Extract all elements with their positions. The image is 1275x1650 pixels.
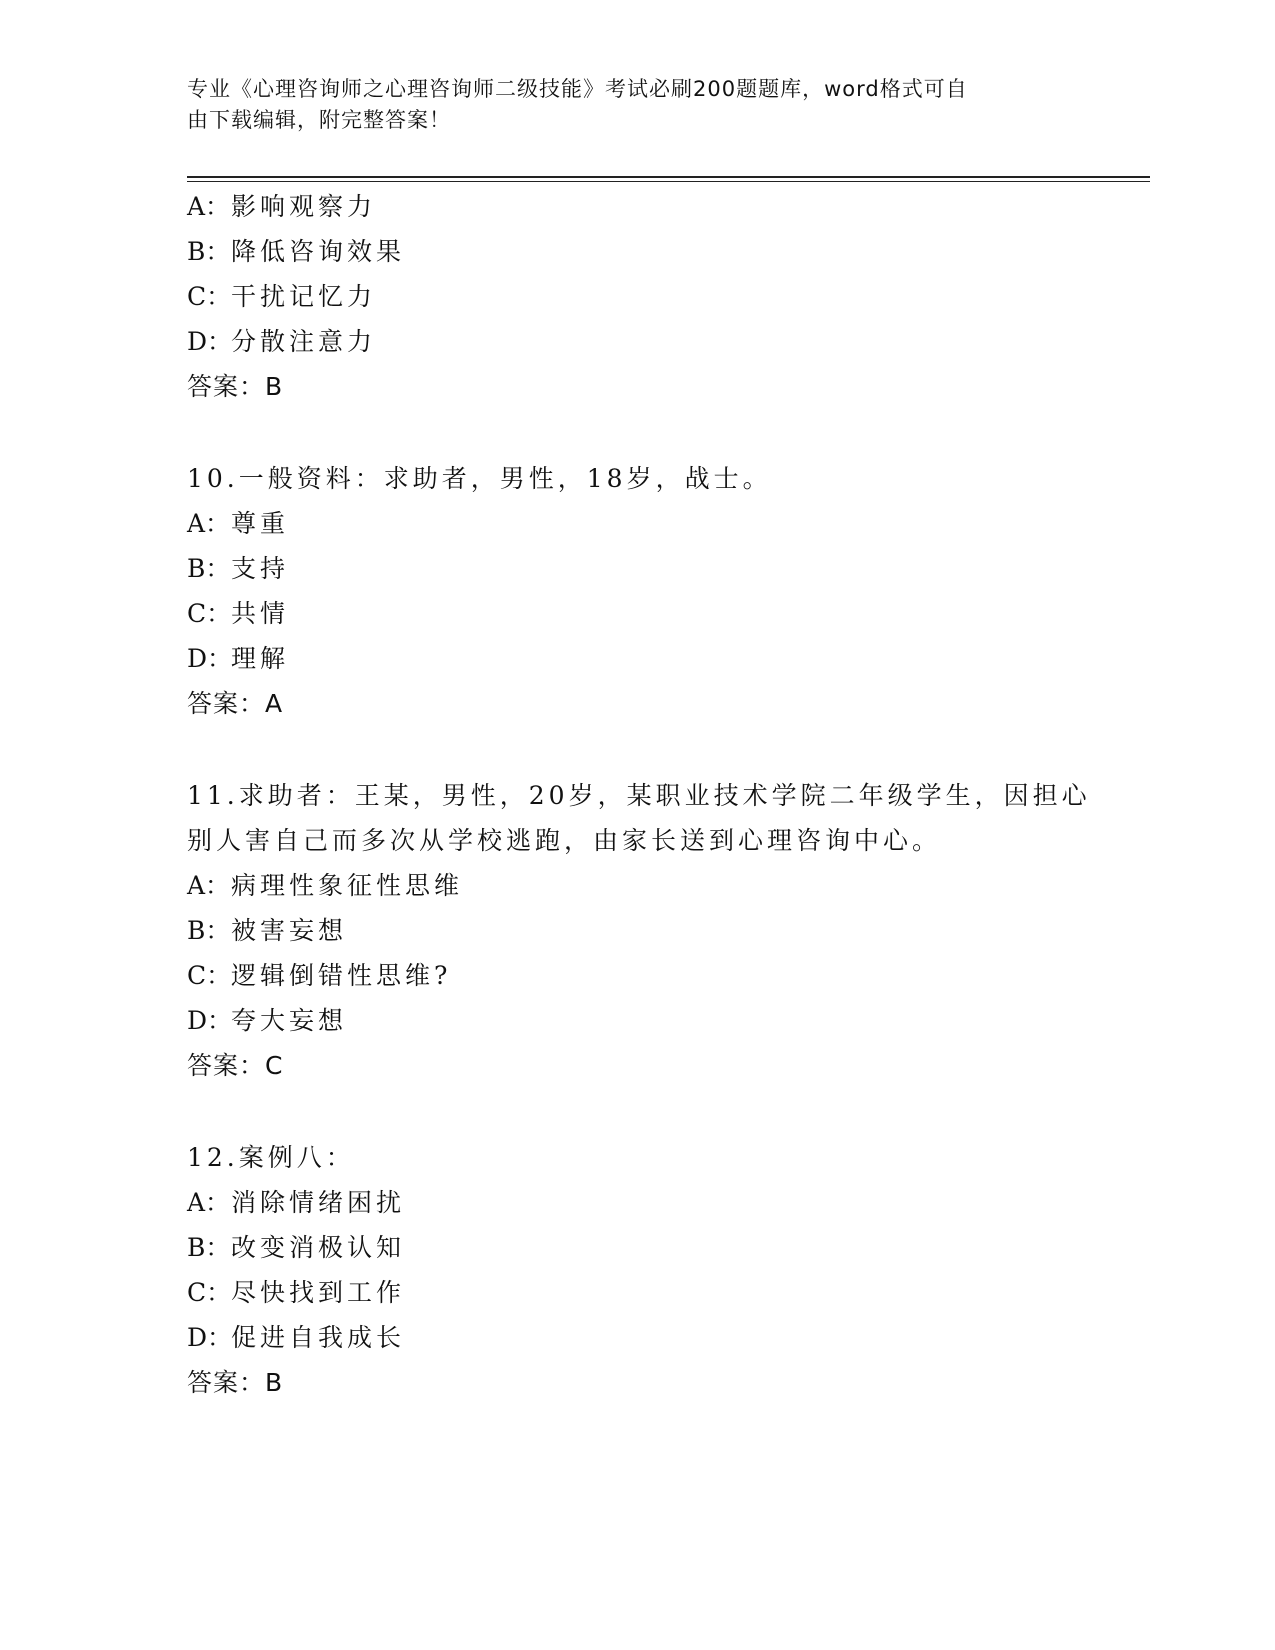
option-a <box>187 192 376 222</box>
answer-line: 答案：C <box>187 1051 284 1080</box>
option-text: 促进自我成长 <box>231 1323 406 1352</box>
option-key: B： <box>187 237 231 266</box>
option-text: 尽快找到工作 <box>231 1278 406 1307</box>
option-key: C： <box>187 282 232 311</box>
option-key: B： <box>187 554 231 583</box>
question-stem: 10.一般资料：求助者，男性，18岁，战士。 <box>187 464 772 493</box>
answer-line: 答案：B <box>187 372 284 401</box>
option-key: D： <box>187 327 233 356</box>
header-line-1: 专业《心理咨询师之心理咨询师二级技能》考试必刷200题题库，word格式可自 <box>187 77 968 101</box>
option-c <box>187 599 289 629</box>
option-c <box>187 961 451 991</box>
option-key: B： <box>187 1233 231 1262</box>
option-b <box>187 237 405 267</box>
option-text: 消除情绪困扰 <box>231 1188 406 1217</box>
option-key: A： <box>187 509 231 538</box>
option-key: D： <box>187 1006 233 1035</box>
option-text: 分散注意力 <box>231 327 377 356</box>
header-line-2: 由下载编辑，附完整答案！ <box>187 108 451 132</box>
option-a <box>187 871 463 901</box>
option-a <box>187 509 289 539</box>
option-key: D： <box>187 1323 233 1352</box>
option-key: D： <box>187 644 233 673</box>
header-divider-thick <box>187 176 1150 178</box>
option-key: C： <box>187 599 232 628</box>
option-c <box>187 1278 405 1308</box>
option-text: 共情 <box>231 599 290 628</box>
option-text: 夸大妄想 <box>231 1006 348 1035</box>
option-text: 尊重 <box>231 509 290 538</box>
option-text: 逻辑倒错性思维? <box>231 961 452 990</box>
option-text: 降低咨询效果 <box>231 237 406 266</box>
document-header <box>187 74 1067 136</box>
option-key: C： <box>187 961 232 990</box>
option-key: B： <box>187 916 231 945</box>
option-text: 理解 <box>231 644 290 673</box>
option-key: A： <box>187 192 231 221</box>
option-key: A： <box>187 1188 231 1217</box>
option-text: 干扰记忆力 <box>231 282 377 311</box>
option-d <box>187 644 289 674</box>
option-d <box>187 1006 347 1036</box>
option-text: 改变消极认知 <box>231 1233 406 1262</box>
option-key: A： <box>187 871 231 900</box>
header-divider-thin <box>187 181 1150 182</box>
question-stem: 11.求助者：王某，男性，20岁，某职业技术学院二年级学生，因担心 <box>187 781 1091 810</box>
option-text: 支持 <box>231 554 290 583</box>
question-stem: 12.案例八： <box>187 1143 355 1172</box>
answer-line: 答案：A <box>187 689 284 718</box>
option-b <box>187 916 347 946</box>
option-text: 影响观察力 <box>231 192 377 221</box>
question-stem-continued: 别人害自己而多次从学校逃跑，由家长送到心理咨询中心。 <box>187 826 942 855</box>
answer-line: 答案：B <box>187 1368 284 1397</box>
option-text: 被害妄想 <box>231 916 348 945</box>
option-key: C： <box>187 1278 232 1307</box>
option-b <box>187 554 289 584</box>
option-c <box>187 282 376 312</box>
option-a <box>187 1188 405 1218</box>
option-d <box>187 327 376 357</box>
option-b <box>187 1233 405 1263</box>
option-text: 病理性象征性思维 <box>231 871 464 900</box>
option-d <box>187 1323 405 1353</box>
